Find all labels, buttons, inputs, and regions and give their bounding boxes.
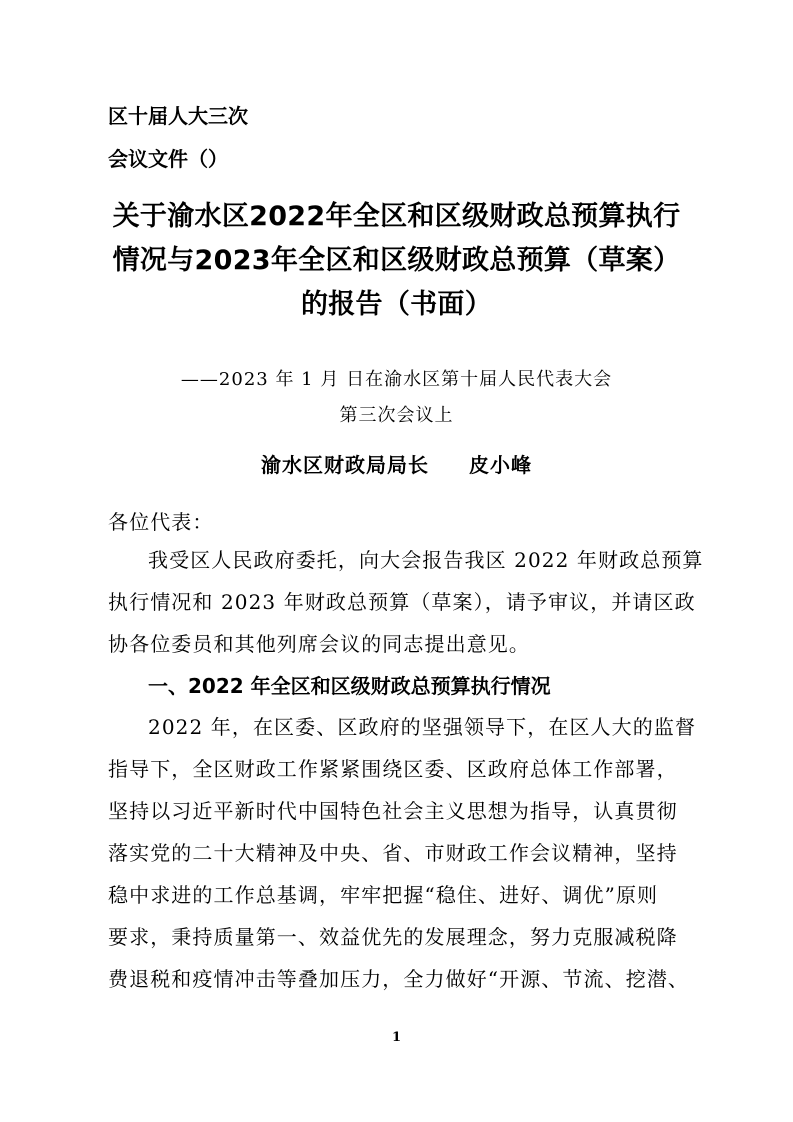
meeting-date-line-2: 第三次会议上 xyxy=(339,405,454,426)
paragraph-line-1: 2022 年，在区委、区政府的坚强领导下，在区人大的监督 xyxy=(148,715,697,739)
intro-line-1: 我受区人民政府委托，向大会报告我区 2022 年财政总预算 xyxy=(148,548,704,572)
author-name: 皮小峰 xyxy=(469,453,532,477)
meeting-date-line-1: ——2023 年 1 月 日在渝水区第十届人民代表大会 xyxy=(180,369,613,390)
page-number: 1 xyxy=(391,1030,402,1045)
paragraph-line-3: 坚持以习近平新时代中国特色社会主义思想为指导，认真贯彻 xyxy=(108,799,678,823)
author-line xyxy=(0,452,793,478)
intro-line-3: 协各位委员和其他列席会议的同志提出意见。 xyxy=(108,632,530,656)
author-position: 渝水区财政局局长 xyxy=(261,453,429,477)
session-label: 区十届人大三次 xyxy=(108,104,248,128)
paragraph-line-7: 费退税和疫情冲击等叠加压力，全力做好“开源、节流、挖潜、 xyxy=(108,967,690,991)
report-title-line-3: 的报告（书面） xyxy=(300,289,493,320)
section-heading: 一、2022 年全区和区级财政总预算执行情况 xyxy=(148,674,551,698)
paragraph-line-4: 落实党的二十大精神及中央、省、市财政工作会议精神，坚持 xyxy=(108,841,678,865)
report-title-line-2: 情况与2023年全区和区级财政总预算（草案） xyxy=(112,245,681,276)
paragraph-line-6: 要求，秉持质量第一、效益优先的发展理念，努力克服减税降 xyxy=(108,925,678,949)
paragraph-line-5: 稳中求进的工作总基调，牢牢把握“稳住、进好、调优”原则 xyxy=(108,883,659,907)
intro-line-2: 执行情况和 2023 年财政总预算（草案），请予审议，并请区政 xyxy=(108,590,696,614)
document-number-label: 会议文件（） xyxy=(108,147,228,171)
report-title-line-1: 关于渝水区2022年全区和区级财政总预算执行 xyxy=(112,201,681,232)
salutation: 各位代表： xyxy=(108,510,214,534)
paragraph-line-2: 指导下，全区财政工作紧紧围绕区委、区政府总体工作部署， xyxy=(108,757,678,781)
